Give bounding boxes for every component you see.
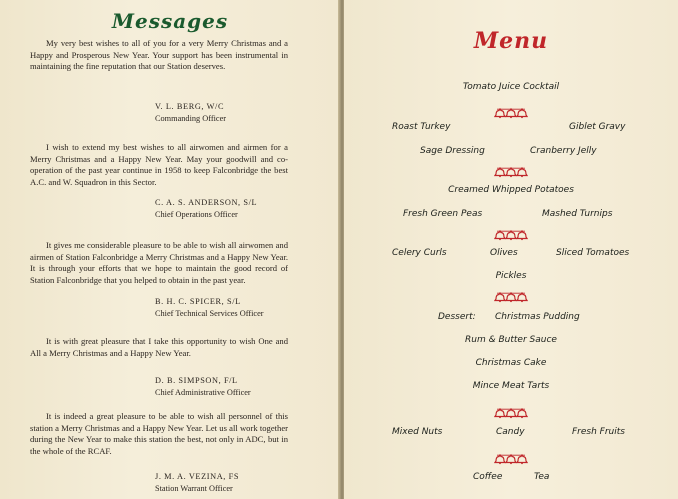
bell-ornament-icon xyxy=(344,454,678,464)
menu-item-candy: Candy xyxy=(496,427,525,437)
menu-item-tomatoes: Sliced Tomatoes xyxy=(556,248,630,258)
message-2-name: C. A. S. ANDERSON, S/L xyxy=(155,198,258,207)
menu-item-coffee: Coffee xyxy=(473,472,503,482)
message-4-text: It is with great pleasure that I take this opportunity to wish One and All a Merry Christmas and a Happy New Year. xyxy=(30,336,288,358)
bell-ornament-icon xyxy=(344,408,678,418)
message-5-signature xyxy=(155,471,239,494)
message-3-name: B. H. C. SPICER, S/L xyxy=(155,297,241,306)
menu-item-tarts: Mince Meat Tarts xyxy=(472,381,550,391)
bell-ornament-icon xyxy=(344,108,678,118)
message-2-text: I wish to extend my best wishes to all airwomen and airmen for a Merry Christmas and a Happy New Year. May your goodwill and co-operation of the past year continue in 1958 to keep Falconbridge the best A.C. and W. Squadron in this Sector. xyxy=(30,142,288,187)
message-4-name: D. B. SIMPSON, F/L xyxy=(155,376,238,385)
message-3-role: Chief Technical Services Officer xyxy=(155,308,264,318)
menu-item-sauce: Rum & Butter Sauce xyxy=(465,335,557,345)
menu-item-turkey: Roast Turkey xyxy=(392,122,451,132)
menu-title: Menu xyxy=(473,28,549,54)
message-4-signature xyxy=(155,375,251,398)
message-1-name: V. L. BERG, W/C xyxy=(155,102,225,111)
menu-item-tea: Tea xyxy=(534,472,550,482)
menu-item-peas: Fresh Green Peas xyxy=(403,209,483,219)
message-1-signature xyxy=(155,101,226,124)
bell-ornament-icon xyxy=(344,292,678,302)
menu-item-fruits: Fresh Fruits xyxy=(572,427,625,437)
bell-ornament-icon xyxy=(344,230,678,240)
menu-item-pudding: Christmas Pudding xyxy=(495,312,580,322)
menu-item-juice: Tomato Juice Cocktail xyxy=(462,82,560,92)
message-3-text: It gives me considerable pleasure to be able to wish all airwomen and airmen of Station Falconbridge a Merry Christmas and a Happy New Year. It is through your efforts that we hope to maintain the good record of Station Falconbridge that you helped to obtain in the past year. xyxy=(30,240,288,285)
message-5-text: It is indeed a great pleasure to be able to wish all personnel of this station a Merry Christmas and a Happy New Year. Let us all work together during the New Year to make this station the best, not only in ADC, but in the whole of the RCAF. xyxy=(30,411,288,456)
menu-item-gravy: Giblet Gravy xyxy=(569,122,626,132)
messages-title: Messages xyxy=(111,9,229,33)
message-5-role: Station Warrant Officer xyxy=(155,483,233,493)
menu-item-turnips: Mashed Turnips xyxy=(542,209,613,219)
message-5-name: J. M. A. VEZINA, FS xyxy=(155,472,240,481)
message-2-role: Chief Operations Officer xyxy=(155,209,238,219)
menu-item-potatoes: Creamed Whipped Potatoes xyxy=(448,185,574,195)
message-3-signature xyxy=(155,296,264,319)
menu-page xyxy=(344,0,678,499)
menu-dessert-label: Dessert: xyxy=(438,312,476,322)
bell-ornament-icon xyxy=(344,167,678,177)
menu-item-olives: Olives xyxy=(490,248,518,258)
menu-item-dressing: Sage Dressing xyxy=(420,146,485,156)
menu-item-celery: Celery Curls xyxy=(392,248,447,258)
message-4-role: Chief Administrative Officer xyxy=(155,387,251,397)
menu-item-cake: Christmas Cake xyxy=(475,358,547,368)
menu-item-pickles: Pickles xyxy=(495,271,527,281)
menu-item-nuts: Mixed Nuts xyxy=(392,427,443,437)
message-1-text: My very best wishes to all of you for a very Merry Christmas and a Happy and Prosperous New Year. Your support has been instrumental in maintaining the fine reputation that our Station deserves. xyxy=(30,38,288,72)
message-1-role: Commanding Officer xyxy=(155,113,227,123)
message-2-signature xyxy=(155,197,257,220)
menu-item-jelly: Cranberry Jelly xyxy=(530,146,597,156)
